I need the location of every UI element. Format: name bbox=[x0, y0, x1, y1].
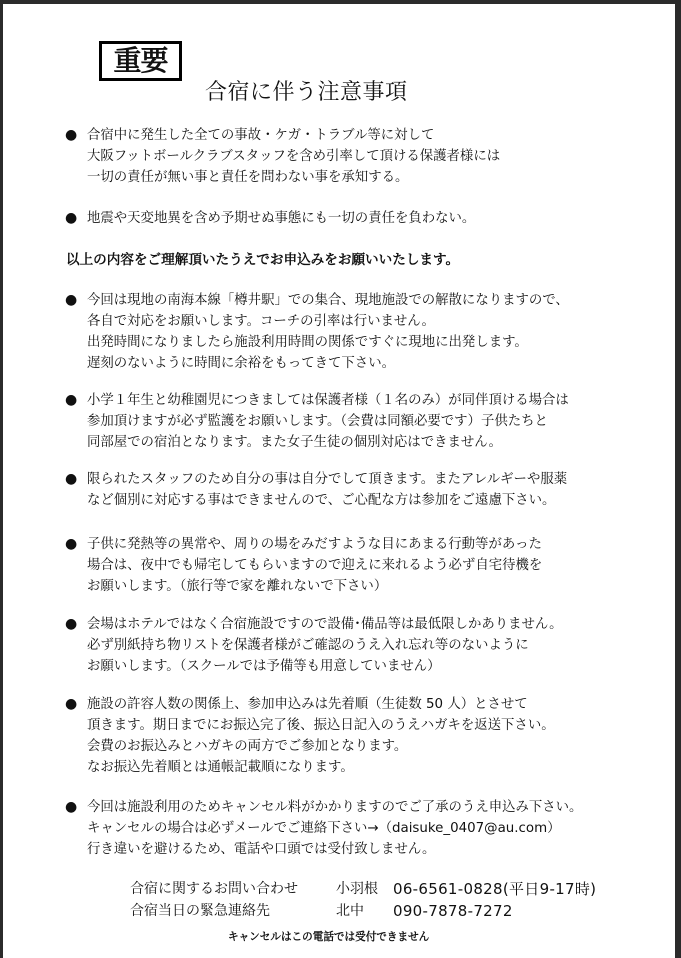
bullet-icon: ● bbox=[65, 292, 78, 308]
text-line: 施設の許容人数の関係上、参加申込みは先着順（生徒数 50 人）とさせて bbox=[87, 697, 528, 712]
cancel-note: キャンセルはこの電話では受付できません bbox=[228, 931, 430, 943]
caution-item bbox=[65, 390, 569, 453]
disclaimer-item bbox=[65, 208, 475, 229]
text-line: 地震や天変地異を含め予期せぬ事態にも一切の責任を負わない。 bbox=[87, 211, 476, 226]
text-line: なお振込先着順とは通帳記載順になります。 bbox=[87, 760, 354, 775]
contact-phone: 06-6561-0828(平日9-17時) bbox=[393, 880, 597, 898]
caution-item bbox=[65, 797, 582, 860]
text-line: 会費のお振込みとハガキの両方でご参加となります。 bbox=[87, 739, 408, 754]
text-line: 出発時間になりましたら施設利用時間の関係ですぐに現地に出発します。 bbox=[87, 335, 528, 350]
caution-item bbox=[65, 290, 569, 374]
caution-item bbox=[65, 534, 542, 597]
contact-name: 北中 bbox=[336, 903, 364, 919]
bullet-icon: ● bbox=[65, 471, 78, 487]
bullet-icon: ● bbox=[65, 696, 78, 712]
important-badge: 重要 bbox=[99, 41, 182, 81]
text-line: 子供に発熱等の異常や、周りの場をみだすような目にあまる行動等があった bbox=[87, 537, 542, 552]
text-line: 同部屋での宿泊となります。また女子生徒の個別対応はできません。 bbox=[87, 435, 502, 450]
bullet-icon: ● bbox=[65, 616, 78, 632]
text-line: 合宿中に発生した全ての事故・ケガ・トラブル等に対して bbox=[87, 128, 435, 143]
text-line: キャンセルの場合は必ずメールでご連絡下さい→（daisuke_0407@au.com） bbox=[87, 821, 561, 836]
text-line: 今回は現地の南海本線「樽井駅」での集合、現地施設での解散になりますので、 bbox=[87, 293, 569, 308]
text-line: 今回は施設利用のためキャンセル料がかかりますのでご了承のうえ申込み下さい。 bbox=[87, 800, 583, 815]
text-line: など個別に対応する事はできませんので、ご心配な方は参加をご遠慮下さい。 bbox=[87, 493, 556, 508]
caution-item bbox=[65, 694, 555, 778]
text-line: 参加頂けますが必ず監護をお願いします。（会費は同額必要です）子供たちと bbox=[87, 414, 548, 429]
caution-item bbox=[65, 614, 563, 677]
text-line: 遅刻のないように時間に余裕をもってきて下さい。 bbox=[87, 356, 395, 371]
text-line: 限られたスタッフのため自分の事は自分でして頂きます。またアレルギーや服薬 bbox=[87, 472, 568, 487]
text-line: 必ず別紙持ち物リストを保護者様がご確認のうえ入れ忘れ等のないように bbox=[87, 638, 529, 653]
bullet-icon: ● bbox=[65, 127, 78, 143]
contact-name: 小羽根 bbox=[336, 881, 378, 897]
text-line: 大阪フットボールクラブスタッフを含め引率して頂ける保護者様には bbox=[87, 149, 501, 164]
bullet-icon: ● bbox=[65, 799, 78, 815]
text-line: 頂きます。期日までにお振込完了後、振込日記入のうえハガキを返送下さい。 bbox=[87, 718, 555, 733]
document-page bbox=[3, 4, 675, 958]
caution-item bbox=[65, 469, 567, 511]
text-line: 各自で対応をお願いします。コーチの引率は行いません。 bbox=[87, 314, 435, 329]
bullet-icon: ● bbox=[65, 392, 78, 408]
agreement-notice: 以上の内容をご理解頂いたうえでお申込みをお願いいたします。 bbox=[66, 252, 460, 268]
text-line: お願いします。（スクールでは予備等も用意していません） bbox=[87, 659, 441, 674]
page-title: 合宿に伴う注意事項 bbox=[205, 80, 408, 105]
text-line: 会場はホテルではなく合宿施設ですので設備･備品等は最低限しかありません。 bbox=[87, 617, 563, 632]
contact-phone: 090-7878-7272 bbox=[393, 902, 513, 920]
text-line: お願いします。（旅行等で家を離れないで下さい） bbox=[87, 579, 388, 594]
contact-label: 合宿に関するお問い合わせ bbox=[130, 881, 298, 897]
disclaimer-item bbox=[65, 125, 500, 188]
text-line: 行き違いを避けるため、電話や口頭では受付致しません。 bbox=[87, 842, 436, 857]
bullet-icon: ● bbox=[65, 210, 78, 226]
text-line: 一切の責任が無い事と責任を問わない事を承知する。 bbox=[87, 170, 409, 185]
text-line: 小学１年生と幼稚園児につきましては保護者様（１名のみ）が同伴頂ける場合は bbox=[87, 393, 569, 408]
contact-label: 合宿当日の緊急連絡先 bbox=[130, 903, 270, 919]
text-line: 場合は、夜中でも帰宅してもらいますので迎えに来れるよう必ず自宅待機を bbox=[87, 558, 543, 573]
bullet-icon: ● bbox=[65, 536, 78, 552]
